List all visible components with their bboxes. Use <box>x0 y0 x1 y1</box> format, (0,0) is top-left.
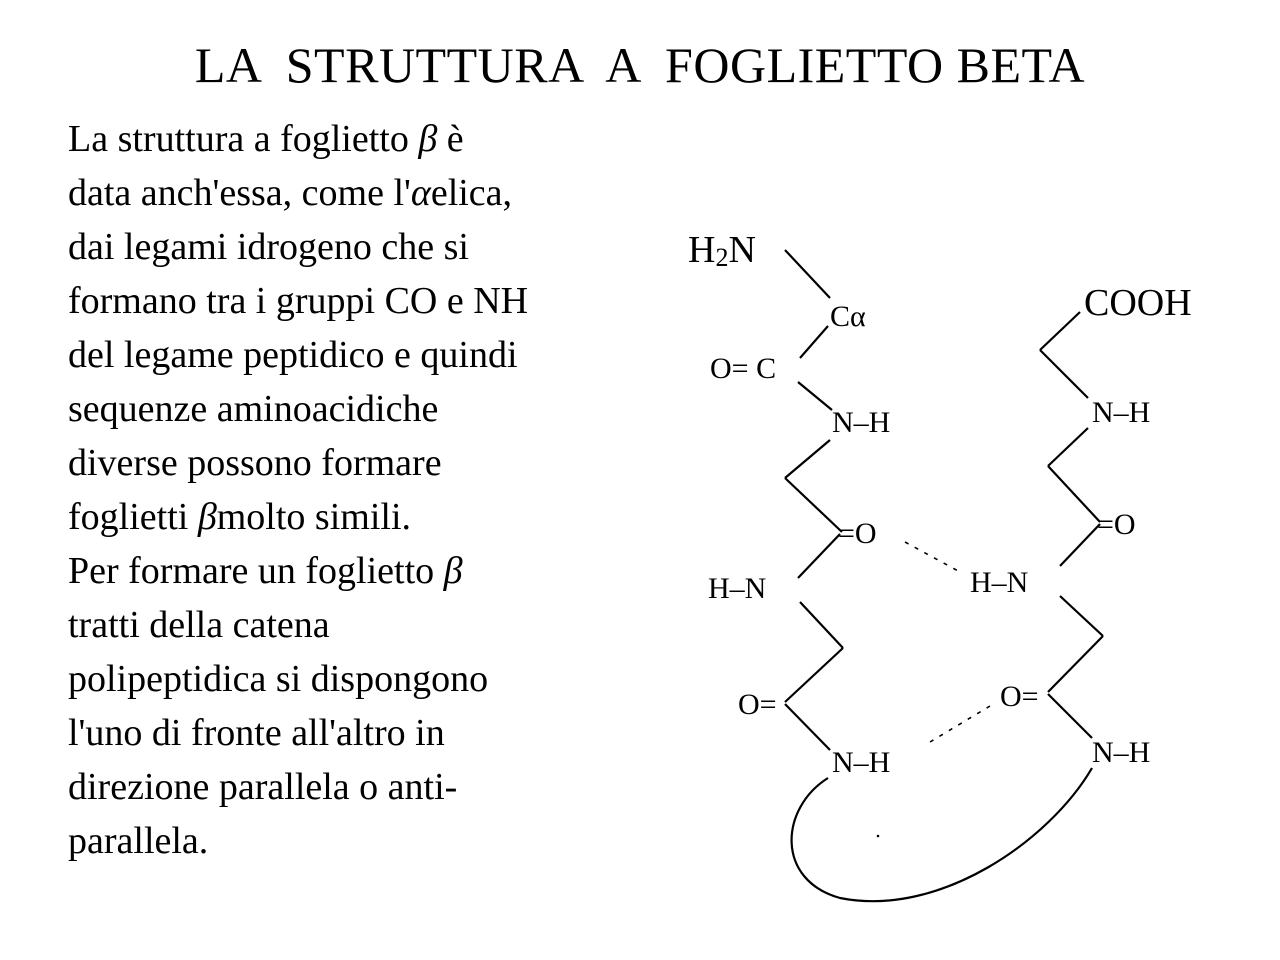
h2n-label: H2N <box>688 229 756 272</box>
paragraph-line: polipeptidica si dispongono <box>68 658 489 700</box>
nh-label-2: N–H <box>832 746 891 779</box>
bond-line <box>1040 350 1088 398</box>
nh-label-4: N–H <box>1092 736 1151 769</box>
carbonyl-o-label-2: O= <box>738 688 777 721</box>
bond-line <box>1048 636 1103 692</box>
carbonyl-o-label-3: =O <box>1097 508 1136 541</box>
paragraph-line: sequenze aminoacidiche <box>68 388 439 430</box>
paragraph-line: data anch'essa, come l'αelica, <box>68 172 513 214</box>
paragraph-line: dai legami idrogeno che si <box>68 226 469 268</box>
hn-label-2: H–N <box>970 566 1029 599</box>
carbonyl-label: O= C <box>710 352 777 385</box>
bond-line <box>785 648 843 702</box>
nh-label-1: N–H <box>832 406 891 439</box>
connecting-loop <box>792 768 1092 901</box>
bond-line <box>785 250 830 298</box>
hydrogen-bond <box>930 706 990 742</box>
bond-line <box>785 704 830 750</box>
bond-line <box>800 602 843 648</box>
paragraph-line: l'uno di fronte all'altro in <box>68 712 445 754</box>
bond-line <box>798 382 832 410</box>
paragraph-line: direzione parallela o anti- <box>68 766 458 808</box>
paragraph-line: La struttura a foglietto β è <box>68 118 464 160</box>
bond-line <box>1048 428 1088 466</box>
paragraph-line: formano tra i gruppi CO e NH <box>68 280 529 322</box>
paragraph-line: Per formare un foglietto β <box>68 550 463 592</box>
bond-line <box>1048 466 1100 522</box>
paragraph-line: del legame peptidico e quindi <box>68 334 518 376</box>
bond-line <box>800 326 828 358</box>
paragraph-line: diverse possono formare <box>68 442 442 484</box>
paragraph-line: parallela. <box>68 820 209 862</box>
bond-line <box>785 478 842 532</box>
bond-line <box>1040 312 1080 350</box>
bond-line <box>798 534 840 578</box>
bond-line <box>785 440 830 478</box>
bond-line <box>1048 694 1092 738</box>
paragraph-line: foglietti βmolto simili. <box>68 496 411 538</box>
paragraph-line: tratti della catena <box>68 604 330 646</box>
hydrogen-bond <box>905 542 960 572</box>
bond-line <box>1060 596 1103 636</box>
cooh-label: COOH <box>1084 282 1192 324</box>
bond-line <box>1060 524 1100 566</box>
carbonyl-o-label-1: =O <box>838 517 877 550</box>
nh-label-3: N–H <box>1092 396 1151 429</box>
calpha-label: Cα <box>830 300 866 333</box>
stray-dot <box>877 835 880 838</box>
carbonyl-o-label-4: O= <box>1000 680 1039 713</box>
right-strand-bonds <box>1040 312 1103 738</box>
hn-label-1: H–N <box>708 572 767 605</box>
slide-title: LA STRUTTURA A FOGLIETTO BETA <box>194 37 1086 93</box>
